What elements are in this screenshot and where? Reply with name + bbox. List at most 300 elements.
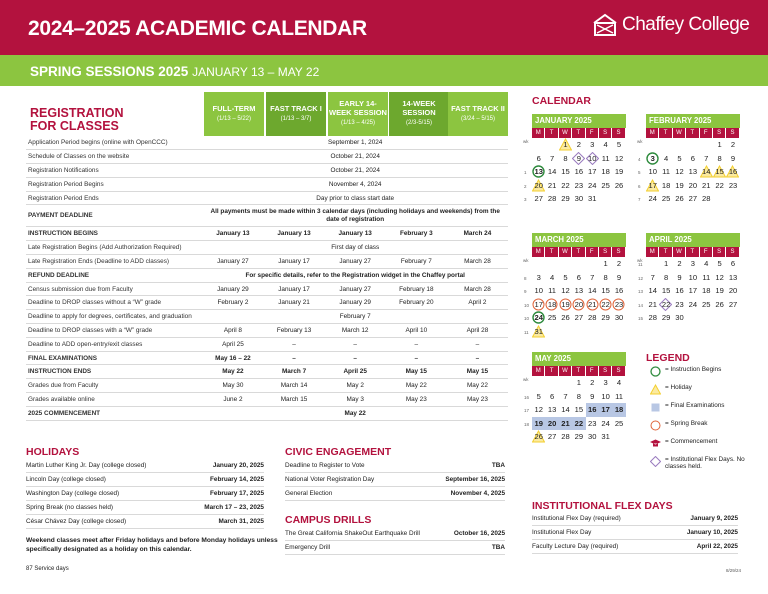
registration-heading-line2: FOR CLASSES	[30, 119, 119, 133]
weekday-label: T	[572, 366, 585, 376]
row-cell: –	[447, 337, 508, 351]
row-cell: March 12	[325, 324, 386, 338]
day-number: 4	[603, 140, 608, 149]
row-cell: May 16 – 22	[202, 351, 263, 365]
list-item	[532, 512, 738, 526]
weekday-label: M	[532, 128, 545, 138]
day-cell	[686, 165, 699, 179]
row-value-span: First day of class	[202, 241, 508, 255]
week-number: 10	[524, 302, 530, 308]
day-cell	[700, 271, 713, 285]
row-cell: March 7	[263, 365, 324, 379]
day-number: 26	[561, 313, 570, 323]
day-number: 19	[561, 299, 570, 309]
day-cell	[532, 257, 545, 271]
week-number: 17	[524, 408, 530, 414]
day-number: 13	[574, 286, 584, 296]
day-number: 3	[650, 153, 655, 163]
day-cell	[700, 298, 713, 312]
day-number: 29	[661, 313, 671, 323]
weekday-row	[646, 247, 740, 257]
row-cell: –	[325, 337, 386, 351]
day-cell	[586, 376, 599, 390]
day-cell	[599, 311, 612, 325]
table-row	[26, 379, 508, 393]
weekday-label: S	[713, 128, 726, 138]
item-value: TBA	[491, 544, 505, 551]
day-number: 19	[715, 286, 724, 296]
row-cell: February 7	[386, 255, 447, 269]
day-number: 10	[688, 272, 698, 282]
day-cell	[659, 271, 672, 285]
row-cell: April 10	[386, 324, 447, 338]
day-number: 10	[648, 167, 657, 177]
weekday-label: F	[586, 366, 599, 376]
day-number: 2	[616, 259, 622, 268]
day-cell	[686, 284, 699, 298]
day-number: 6	[549, 391, 555, 401]
day-number: 31	[534, 326, 543, 336]
month-name: MAY 2025	[532, 352, 626, 366]
day-number: 25	[547, 313, 557, 323]
legend-label: = Holiday	[665, 384, 692, 391]
day-cell	[572, 179, 585, 193]
weekday-label: T	[572, 128, 585, 138]
day-number: 6	[690, 153, 695, 163]
day-number: 12	[534, 405, 543, 415]
day-number: 27	[728, 299, 738, 309]
day-cell	[612, 165, 625, 179]
row-cell: January 27	[325, 282, 386, 296]
day-number: 18	[661, 180, 671, 190]
session-title-text: SPRING SESSIONS 2025	[30, 64, 189, 79]
day-number: 13	[688, 167, 698, 177]
day-number: 13	[547, 405, 557, 415]
row-value-span: October 21, 2024	[202, 164, 508, 178]
weekday-label: F	[700, 247, 713, 257]
day-cell	[726, 152, 739, 166]
day-cell	[586, 311, 599, 325]
day-number: 2	[677, 259, 682, 268]
day-cell	[599, 417, 612, 431]
day-number: 25	[702, 299, 711, 309]
row-cell: January 27	[325, 255, 386, 269]
row-label: REFUND DEADLINE	[26, 268, 202, 282]
day-cell	[559, 138, 572, 152]
row-cell: March 14	[263, 379, 324, 393]
list-item	[532, 526, 738, 540]
day-cell	[686, 271, 699, 285]
list-item	[285, 487, 505, 501]
day-number: 30	[675, 313, 684, 323]
item-label: Emergency Drill	[285, 544, 331, 551]
day-number: 24	[688, 299, 698, 309]
day-cell	[713, 284, 726, 298]
day-cell	[726, 192, 739, 206]
weekday-row	[646, 128, 740, 138]
day-number: 17	[648, 180, 657, 190]
holidays-list	[26, 459, 264, 529]
day-cell	[559, 192, 572, 206]
row-cell: April 25	[325, 365, 386, 379]
day-cell	[545, 376, 558, 390]
day-cell	[532, 179, 545, 193]
row-value-span: September 1, 2024	[202, 136, 508, 150]
day-cell	[559, 390, 572, 404]
row-label: Late Registration Ends (Deadline to ADD classes)	[26, 255, 202, 269]
day-cell	[599, 271, 612, 285]
day-cell	[559, 376, 572, 390]
day-cell	[532, 403, 545, 417]
column-header	[328, 92, 388, 136]
day-cell	[726, 311, 739, 325]
row-cell: –	[386, 351, 447, 365]
week-number: 8	[524, 275, 527, 281]
day-cell	[713, 298, 726, 312]
day-number: 20	[574, 299, 584, 309]
day-cell	[673, 192, 686, 206]
column-header-dates: (3/24 – 5/15)	[460, 116, 496, 122]
weekday-row	[532, 128, 626, 138]
day-cell	[659, 192, 672, 206]
ib-legend-icon	[650, 366, 661, 377]
day-number: 30	[588, 432, 597, 442]
row-cell: April 2	[447, 296, 508, 310]
day-cell	[572, 257, 585, 271]
day-cell	[532, 430, 545, 444]
weekday-label: T	[686, 128, 699, 138]
day-number: 21	[561, 418, 570, 428]
day-cell	[713, 192, 726, 206]
day-cell	[599, 257, 612, 271]
day-cell	[686, 298, 699, 312]
page-title: 2024–2025 ACADEMIC CALENDAR	[28, 17, 367, 40]
column-header-dates: (1/13 – 3/7)	[280, 116, 312, 122]
row-cell: January 13	[325, 227, 386, 241]
row-cell: May 22	[447, 379, 508, 393]
day-cell	[586, 284, 599, 298]
day-number: 2	[590, 378, 595, 387]
row-cell: April 8	[202, 324, 263, 338]
weekday-label: M	[646, 128, 659, 138]
sb-legend-icon	[650, 420, 661, 431]
day-cell	[659, 138, 672, 152]
day-cell	[646, 311, 659, 325]
row-cell: –	[386, 337, 447, 351]
item-label: Washington Day (college closed)	[26, 490, 120, 497]
day-number: 7	[549, 153, 555, 163]
day-cell	[545, 152, 558, 166]
day-number: 24	[534, 313, 543, 323]
day-number: 16	[728, 167, 738, 177]
day-number: 16	[588, 405, 597, 415]
table-row	[26, 150, 508, 164]
row-label: FINAL EXAMINATIONS	[26, 351, 202, 365]
month-4	[523, 352, 626, 444]
table-row	[26, 268, 508, 282]
day-cell	[599, 298, 612, 312]
day-number: 1	[603, 259, 608, 268]
day-cell	[572, 403, 585, 417]
weekday-label: S	[599, 366, 612, 376]
table-row	[26, 365, 508, 379]
row-cell: February 20	[386, 296, 447, 310]
day-cell	[686, 138, 699, 152]
month-0	[523, 114, 626, 206]
table-row	[26, 241, 508, 255]
day-number: 6	[730, 259, 736, 268]
legend-label: = Final Examinations	[665, 402, 725, 409]
row-cell: May 23	[447, 393, 508, 407]
item-value: January 9, 2025	[690, 515, 738, 522]
weekday-label: M	[532, 247, 545, 257]
week-number: 2	[524, 183, 527, 189]
day-cell	[612, 417, 625, 431]
day-cell	[532, 376, 545, 390]
day-cell	[559, 430, 572, 444]
day-number: 24	[648, 194, 657, 204]
day-cell	[545, 417, 558, 431]
day-grid	[646, 257, 740, 325]
day-number: 12	[675, 167, 684, 177]
day-cell	[532, 284, 545, 298]
row-cell: –	[325, 351, 386, 365]
day-number: 31	[588, 194, 597, 204]
row-cell: March 15	[263, 393, 324, 407]
weekday-label: S	[612, 366, 625, 376]
list-item	[26, 459, 264, 473]
week-number: 11	[638, 262, 643, 267]
legend-item	[650, 402, 725, 413]
day-number: 10	[601, 391, 610, 401]
table-row	[26, 255, 508, 269]
weekday-label: S	[612, 128, 625, 138]
day-number: 27	[547, 432, 557, 442]
day-cell	[612, 271, 625, 285]
day-number: 15	[574, 405, 584, 415]
list-item	[285, 527, 505, 541]
table-row	[26, 136, 508, 150]
day-number: 16	[574, 167, 584, 177]
table-row	[26, 205, 508, 227]
row-label: Grades due from Faculty	[26, 379, 202, 393]
row-cell: June 2	[202, 393, 263, 407]
day-cell	[586, 325, 599, 339]
day-number: 17	[688, 286, 698, 296]
day-cell	[599, 403, 612, 417]
weekday-label: W	[559, 247, 572, 257]
day-number: 22	[715, 180, 724, 190]
row-cell: –	[263, 351, 324, 365]
day-cell	[726, 138, 739, 152]
row-cell: March 28	[447, 282, 508, 296]
week-number: 11	[524, 330, 529, 335]
day-number: 8	[717, 153, 722, 163]
day-cell	[532, 390, 545, 404]
row-cell: March 24	[447, 227, 508, 241]
row-label: Census submission due from Faculty	[26, 282, 202, 296]
week-number: 1	[524, 170, 527, 176]
day-cell	[572, 165, 585, 179]
day-cell	[673, 152, 686, 166]
flex-list	[532, 512, 738, 554]
item-label: César Chávez Day (college closed)	[26, 518, 127, 525]
day-number: 18	[547, 299, 557, 309]
item-value: February 14, 2025	[210, 476, 264, 483]
weekday-label: W	[673, 247, 686, 257]
college-logo-icon	[592, 13, 618, 37]
column-header-dates: (1/13 – 4/25)	[340, 120, 376, 127]
day-number: 4	[549, 272, 555, 282]
row-cell: May 23	[386, 393, 447, 407]
legend-item	[650, 456, 747, 470]
month-name: MARCH 2025	[532, 233, 626, 247]
week-header-label: wk	[523, 139, 529, 144]
day-number: 30	[614, 313, 624, 323]
row-cell: May 3	[325, 393, 386, 407]
legend-label: = Commencement	[665, 438, 718, 445]
day-number: 19	[675, 180, 684, 190]
day-cell	[612, 138, 625, 152]
day-number: 3	[590, 140, 595, 149]
day-cell	[572, 417, 585, 431]
day-cell	[572, 138, 585, 152]
day-number: 10	[588, 153, 597, 163]
day-number: 14	[702, 167, 711, 177]
day-number: 26	[715, 299, 724, 309]
day-cell	[545, 192, 558, 206]
row-value-span: November 4, 2024	[202, 177, 508, 191]
column-header	[204, 92, 264, 136]
day-cell	[545, 284, 558, 298]
column-header-name: FAST TRACK II	[451, 103, 505, 113]
day-number: 5	[717, 259, 722, 268]
day-number: 13	[534, 167, 543, 177]
item-label: National Voter Registration Day	[285, 476, 375, 483]
day-number: 22	[661, 299, 671, 309]
item-value: TBA	[491, 462, 505, 469]
column-header	[389, 92, 449, 136]
table-row	[26, 296, 508, 310]
day-cell	[572, 298, 585, 312]
day-cell	[612, 298, 625, 312]
item-label: General Election	[285, 490, 333, 497]
day-cell	[559, 403, 572, 417]
day-number: 25	[661, 194, 671, 204]
column-header	[266, 92, 326, 136]
row-cell: February 13	[263, 324, 324, 338]
list-item	[285, 541, 505, 555]
day-number: 8	[603, 272, 608, 282]
row-cell: January 29	[202, 282, 263, 296]
week-number: 13	[638, 289, 644, 295]
week-number: 16	[524, 394, 530, 400]
weekday-label: T	[545, 366, 558, 376]
day-number: 9	[730, 153, 736, 163]
day-cell	[612, 376, 625, 390]
column-header-dates: (2/3-5/15)	[405, 120, 432, 127]
day-number: 8	[663, 272, 669, 282]
row-value-span: Day prior to class start date	[202, 191, 508, 205]
registration-heading	[30, 107, 124, 133]
day-number: 21	[648, 299, 657, 309]
day-cell	[713, 271, 726, 285]
day-cell	[532, 325, 545, 339]
day-number: 15	[561, 167, 570, 177]
day-cell	[545, 403, 558, 417]
row-cell: April 28	[447, 324, 508, 338]
row-value-span: For specific details, refer to the Registration widget in the Chaffey portal	[202, 268, 508, 282]
day-number: 26	[675, 194, 684, 204]
day-number: 29	[574, 432, 584, 442]
day-cell	[612, 257, 625, 271]
day-cell	[572, 376, 585, 390]
college-logo	[592, 13, 749, 37]
weekday-label: F	[586, 247, 599, 257]
legend-item	[650, 438, 717, 449]
legend-item	[650, 420, 707, 431]
day-cell	[559, 417, 572, 431]
day-cell	[586, 430, 599, 444]
month-name: APRIL 2025	[646, 233, 740, 247]
column-header-name: FAST TRACK I	[270, 103, 322, 113]
day-cell	[532, 192, 545, 206]
comm-legend-icon	[650, 438, 661, 449]
row-cell: January 17	[263, 282, 324, 296]
column-header-name: FULL-TERM	[212, 103, 256, 113]
day-number: 24	[601, 418, 610, 428]
day-cell	[673, 311, 686, 325]
day-cell	[612, 390, 625, 404]
day-cell	[646, 165, 659, 179]
day-number: 17	[588, 167, 597, 177]
week-number: 4	[638, 156, 641, 162]
week-number: 5	[638, 170, 641, 176]
weekday-row	[532, 366, 626, 376]
day-cell	[646, 257, 659, 271]
row-cell: May 22	[202, 365, 263, 379]
day-cell	[713, 165, 726, 179]
row-value-span: May 22	[202, 406, 508, 420]
day-number: 18	[601, 167, 610, 177]
row-cell: February 2	[202, 296, 263, 310]
day-cell	[673, 271, 686, 285]
day-cell	[545, 138, 558, 152]
column-header	[448, 92, 508, 136]
day-cell	[572, 390, 585, 404]
item-value: January 20, 2025	[212, 462, 264, 469]
day-cell	[545, 311, 558, 325]
registration-heading-line1: REGISTRATION	[30, 106, 124, 120]
day-number: 31	[601, 432, 610, 442]
day-cell	[559, 325, 572, 339]
day-number: 11	[548, 286, 557, 296]
day-cell	[646, 179, 659, 193]
row-label: Deadline to ADD open-entry/exit classes	[26, 337, 202, 351]
day-cell	[599, 192, 612, 206]
table-row	[26, 393, 508, 407]
day-number: 16	[675, 286, 684, 296]
day-cell	[545, 271, 558, 285]
row-label: INSTRUCTION BEGINS	[26, 227, 202, 241]
day-number: 6	[576, 272, 581, 282]
day-cell	[659, 152, 672, 166]
day-number: 6	[536, 153, 541, 163]
day-number: 15	[601, 286, 610, 296]
day-cell	[726, 257, 739, 271]
day-cell	[572, 430, 585, 444]
day-number: 11	[702, 272, 711, 282]
